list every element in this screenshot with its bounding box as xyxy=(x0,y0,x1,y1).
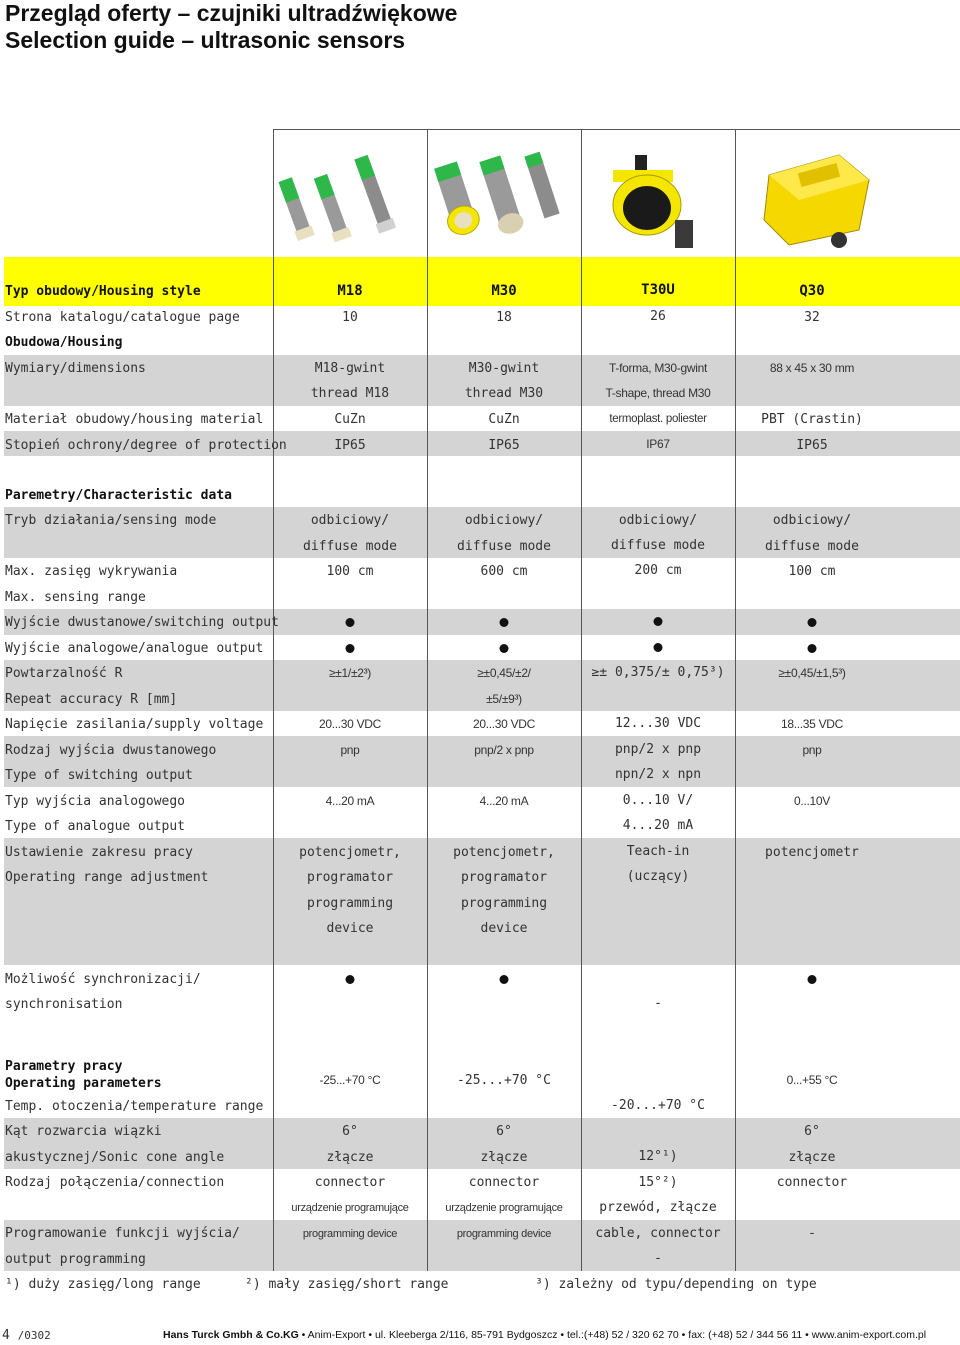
sync-q30-dot xyxy=(808,975,817,984)
column-divider-3 xyxy=(581,129,582,1271)
angle-t30u-short: 15°²) xyxy=(638,1175,678,1190)
repeat-label-en: Repeat accuracy R [mm] xyxy=(5,692,178,707)
angle-t30u-long: 12°¹) xyxy=(638,1149,678,1164)
sensor-t30u-photo xyxy=(585,140,735,250)
housing-m18: M18 xyxy=(337,283,363,299)
switch-type-m18: pnp xyxy=(340,743,360,757)
sensing-mode-q30-line1: odbiciowy/ xyxy=(772,513,852,528)
repeat-m30-line1: ≥±0,45/±2/ xyxy=(477,666,531,680)
footnote-depending-type: ³) zależny od typu/depending on type xyxy=(535,1277,817,1292)
voltage-t30u: 12...30 VDC xyxy=(614,716,702,731)
analog-type-q30: 0...10V xyxy=(794,794,830,808)
sensing-mode-t30u-line2: diffuse mode xyxy=(611,538,705,553)
adjustment-m18-line4: device xyxy=(326,921,374,936)
section-housing: Obudowa/Housing xyxy=(5,335,123,350)
programming-m30: programming device xyxy=(456,1228,552,1240)
material-label: Materiał obudowy/housing material xyxy=(5,412,264,427)
housing-m30: M30 xyxy=(491,283,517,299)
programming-label-en: output programming xyxy=(5,1252,146,1267)
connection-m18-line1: złącze xyxy=(326,1150,374,1165)
adjustment-q30: potencjometr xyxy=(765,845,859,860)
material-m18: CuZn xyxy=(334,412,366,427)
repeat-m30-line2: ±5/±9³) xyxy=(486,692,522,706)
footer-company: Hans Turck Gmbh & Co.KG xyxy=(163,1329,299,1341)
analogue-output-t30u-dot xyxy=(654,643,663,652)
sensing-mode-t30u-line1: odbiciowy/ xyxy=(618,513,698,528)
sensor-q30-photo xyxy=(739,140,889,250)
adjustment-m18-line3: programming xyxy=(306,896,394,911)
switch-type-t30u-line1: pnp/2 x pnp xyxy=(614,742,702,757)
repeat-m18: ≥±1/±2³) xyxy=(328,666,372,680)
analog-type-t30u-line2: 4...20 mA xyxy=(622,818,694,833)
switch-type-m30: pnp/2 x pnp xyxy=(474,743,534,757)
switching-output-m30-dot xyxy=(500,618,509,627)
analogue-output-label: Wyjście analogowe/analogue output xyxy=(5,641,264,656)
angle-label-pl: Kąt rozwarcia wiązki xyxy=(5,1124,162,1139)
adjustment-m30-line3: programming xyxy=(460,896,548,911)
connection-label: Rodzaj połączenia/connection xyxy=(5,1175,225,1190)
protection-m18: IP65 xyxy=(334,438,366,453)
column-divider-1 xyxy=(273,129,274,1271)
range-m18: 100 cm xyxy=(326,564,374,579)
temp-label: Temp. otoczenia/temperature range xyxy=(5,1099,264,1114)
dimensions-label: Wymiary/dimensions xyxy=(5,361,146,376)
connection-q30-line1: złącze xyxy=(788,1150,836,1165)
analogue-output-m30-dot xyxy=(500,644,509,653)
sensor-m18-photo xyxy=(277,140,427,250)
sync-label-pl: Możliwość synchronizacji/ xyxy=(5,972,201,987)
housing-t30u: T30U xyxy=(641,282,675,298)
voltage-q30: 18...35 VDC xyxy=(780,717,844,731)
catalogue-page-m30: 18 xyxy=(496,310,512,325)
temp-t30u: -20...+70 °C xyxy=(611,1098,705,1113)
protection-q30: IP65 xyxy=(796,438,828,453)
footer-contact xyxy=(163,1329,926,1341)
catalogue-page-q30: 32 xyxy=(804,310,820,325)
adjustment-label-pl: Ustawienie zakresu pracy xyxy=(5,845,193,860)
catalogue-page-label: Strona katalogu/catalogue page xyxy=(5,310,240,325)
analogue-output-q30-dot xyxy=(808,644,817,653)
dimensions-t30u-line2: T-shape, thread M30 xyxy=(605,386,711,400)
repeat-label-pl: Powtarzalność R xyxy=(5,666,123,681)
adjustment-m30-line1: potencjometr, xyxy=(453,845,555,860)
catalogue-page-t30u: 26 xyxy=(650,309,666,324)
connection-m30-line1: złącze xyxy=(480,1150,528,1165)
switch-type-label-pl: Rodzaj wyjścia dwustanowego xyxy=(5,743,217,758)
angle-m30: 6° xyxy=(496,1124,512,1139)
repeat-t30u: ≥± 0,375/± 0,75³) xyxy=(591,665,725,680)
sensing-mode-m30-line1: odbiciowy/ xyxy=(464,513,544,528)
adjustment-m18-line1: potencjometr, xyxy=(299,845,401,860)
adjustment-m30-line2: programator xyxy=(460,870,548,885)
sensing-mode-m30-line2: diffuse mode xyxy=(457,539,551,554)
sync-t30u: - xyxy=(654,996,662,1011)
connection-t30u-line1: przewód, złącze xyxy=(599,1200,717,1215)
dimensions-m18-line1: M18-gwint xyxy=(314,361,386,376)
range-t30u: 200 cm xyxy=(634,563,682,578)
programming-q30: - xyxy=(808,1226,816,1241)
angle-m18: 6° xyxy=(342,1124,358,1139)
column-divider-2 xyxy=(427,129,428,1271)
connection-m18-line2: connector xyxy=(314,1175,386,1190)
analog-type-m18: 4...20 mA xyxy=(325,794,375,808)
connection-m30-line3: urządzenie programujące xyxy=(445,1202,563,1214)
sensing-mode-q30-line2: diffuse mode xyxy=(765,539,859,554)
adjustment-m18-line2: programator xyxy=(306,870,394,885)
analog-type-label-en: Type of analogue output xyxy=(5,819,186,834)
analog-type-t30u-line1: 0...10 V/ xyxy=(622,793,694,808)
page-number xyxy=(2,1328,51,1343)
footnote-long-range: ¹) duży zasięg/long range xyxy=(5,1277,201,1292)
dimensions-m18-line2: thread M18 xyxy=(310,386,390,401)
section-characteristic: Paremetry/Characteristic data xyxy=(5,488,232,503)
voltage-m30: 20...30 VDC xyxy=(472,717,536,731)
page-number-suffix: /0302 xyxy=(17,1329,51,1342)
sensing-mode-m18-line1: odbiciowy/ xyxy=(310,513,390,528)
dimensions-t30u-line1: T-forma, M30-gwint xyxy=(609,361,707,375)
sync-label-en: synchronisation xyxy=(5,997,123,1012)
programming-m18: programming device xyxy=(302,1228,398,1240)
programming-t30u: - xyxy=(654,1251,662,1266)
voltage-label: Napięcie zasilania/supply voltage xyxy=(5,717,264,732)
material-m30: CuZn xyxy=(488,412,520,427)
temp-m30: -25...+70 °C xyxy=(457,1073,551,1088)
page-subtitle: Selection guide – ultrasonic sensors xyxy=(5,27,406,53)
range-label-en: Max. sensing range xyxy=(5,590,146,605)
dimensions-m30-line2: thread M30 xyxy=(464,386,544,401)
repeat-q30: ≥±0,45/±1,5³) xyxy=(778,666,846,680)
connection-m18-line3: urządzenie programujące xyxy=(291,1202,409,1214)
temp-q30: 0...+55 °C xyxy=(786,1073,838,1087)
switch-type-t30u-line2: npn/2 x npn xyxy=(614,767,702,782)
table-top-border xyxy=(273,129,960,130)
protection-m30: IP65 xyxy=(488,438,520,453)
analog-type-m30: 4...20 mA xyxy=(479,794,529,808)
material-t30u: termoplast. poliester xyxy=(609,413,707,425)
voltage-m18: 20...30 VDC xyxy=(318,717,382,731)
switching-output-t30u-dot xyxy=(654,617,663,626)
operating-label-en: Operating parameters xyxy=(5,1076,162,1091)
material-q30: PBT (Crastin) xyxy=(761,412,863,427)
dimensions-m30-line1: M30-gwint xyxy=(468,361,540,376)
sensing-mode-m18-line2: diffuse mode xyxy=(303,539,397,554)
adjustment-t30u-line2: (uczący) xyxy=(626,869,690,884)
adjustment-m30-line4: device xyxy=(480,921,528,936)
temp-m18: -25...+70 °C xyxy=(319,1073,381,1087)
analog-type-label-pl: Typ wyjścia analogowego xyxy=(5,794,186,809)
page-number-value: 4 xyxy=(2,1328,10,1343)
analogue-output-m18-dot xyxy=(346,644,355,653)
angle-label-en: akustycznej/Sonic cone angle xyxy=(5,1150,225,1165)
range-m30: 600 cm xyxy=(480,564,528,579)
sync-m30-dot xyxy=(500,975,509,984)
housing-q30: Q30 xyxy=(799,283,825,299)
switching-output-q30-dot xyxy=(808,618,817,627)
adjustment-t30u-line1: Teach-in xyxy=(626,844,690,859)
angle-q30: 6° xyxy=(804,1124,820,1139)
catalogue-page-m18: 10 xyxy=(342,310,358,325)
sync-m18-dot xyxy=(346,975,355,984)
protection-t30u: IP67 xyxy=(646,437,670,451)
switch-type-label-en: Type of switching output xyxy=(5,768,193,783)
connection-t30u-line2: cable, connector xyxy=(595,1226,721,1241)
connection-m30-line2: connector xyxy=(468,1175,540,1190)
connection-q30-line2: connector xyxy=(776,1175,848,1190)
switching-output-label: Wyjście dwustanowe/switching output xyxy=(5,615,279,630)
switching-output-m18-dot xyxy=(346,618,355,627)
footnote-short-range: ²) mały zasięg/short range xyxy=(245,1277,449,1292)
sensor-m30-photo xyxy=(431,140,581,250)
page-title: Przegląd oferty – czujniki ultradźwiękowe xyxy=(5,0,458,26)
protection-label: Stopień ochrony/degree of protection xyxy=(5,438,287,453)
range-q30: 100 cm xyxy=(788,564,836,579)
range-label-pl: Max. zasięg wykrywania xyxy=(5,564,178,579)
footer-address: • Anim-Export • ul. Kleeberga 2/116, 85-791 Bydgoszcz • tel.:(+48) 52 / 320 62 70 • fax: (+48) 52 / 344 56 11 • www.anim-export.com.pl xyxy=(298,1329,927,1341)
dimensions-q30-line1: 88 x 45 x 30 mm xyxy=(769,361,855,375)
sensing-mode-label: Tryb działania/sensing mode xyxy=(5,513,217,528)
column-divider-4 xyxy=(735,129,736,1271)
programming-label-pl: Programowanie funkcji wyjścia/ xyxy=(5,1226,240,1241)
adjustment-label-en: Operating range adjustment xyxy=(5,870,209,885)
housing-style-label: Typ obudowy/Housing style xyxy=(5,284,201,299)
operating-label-pl: Parametry pracy xyxy=(5,1059,123,1074)
switch-type-q30: pnp xyxy=(802,743,822,757)
